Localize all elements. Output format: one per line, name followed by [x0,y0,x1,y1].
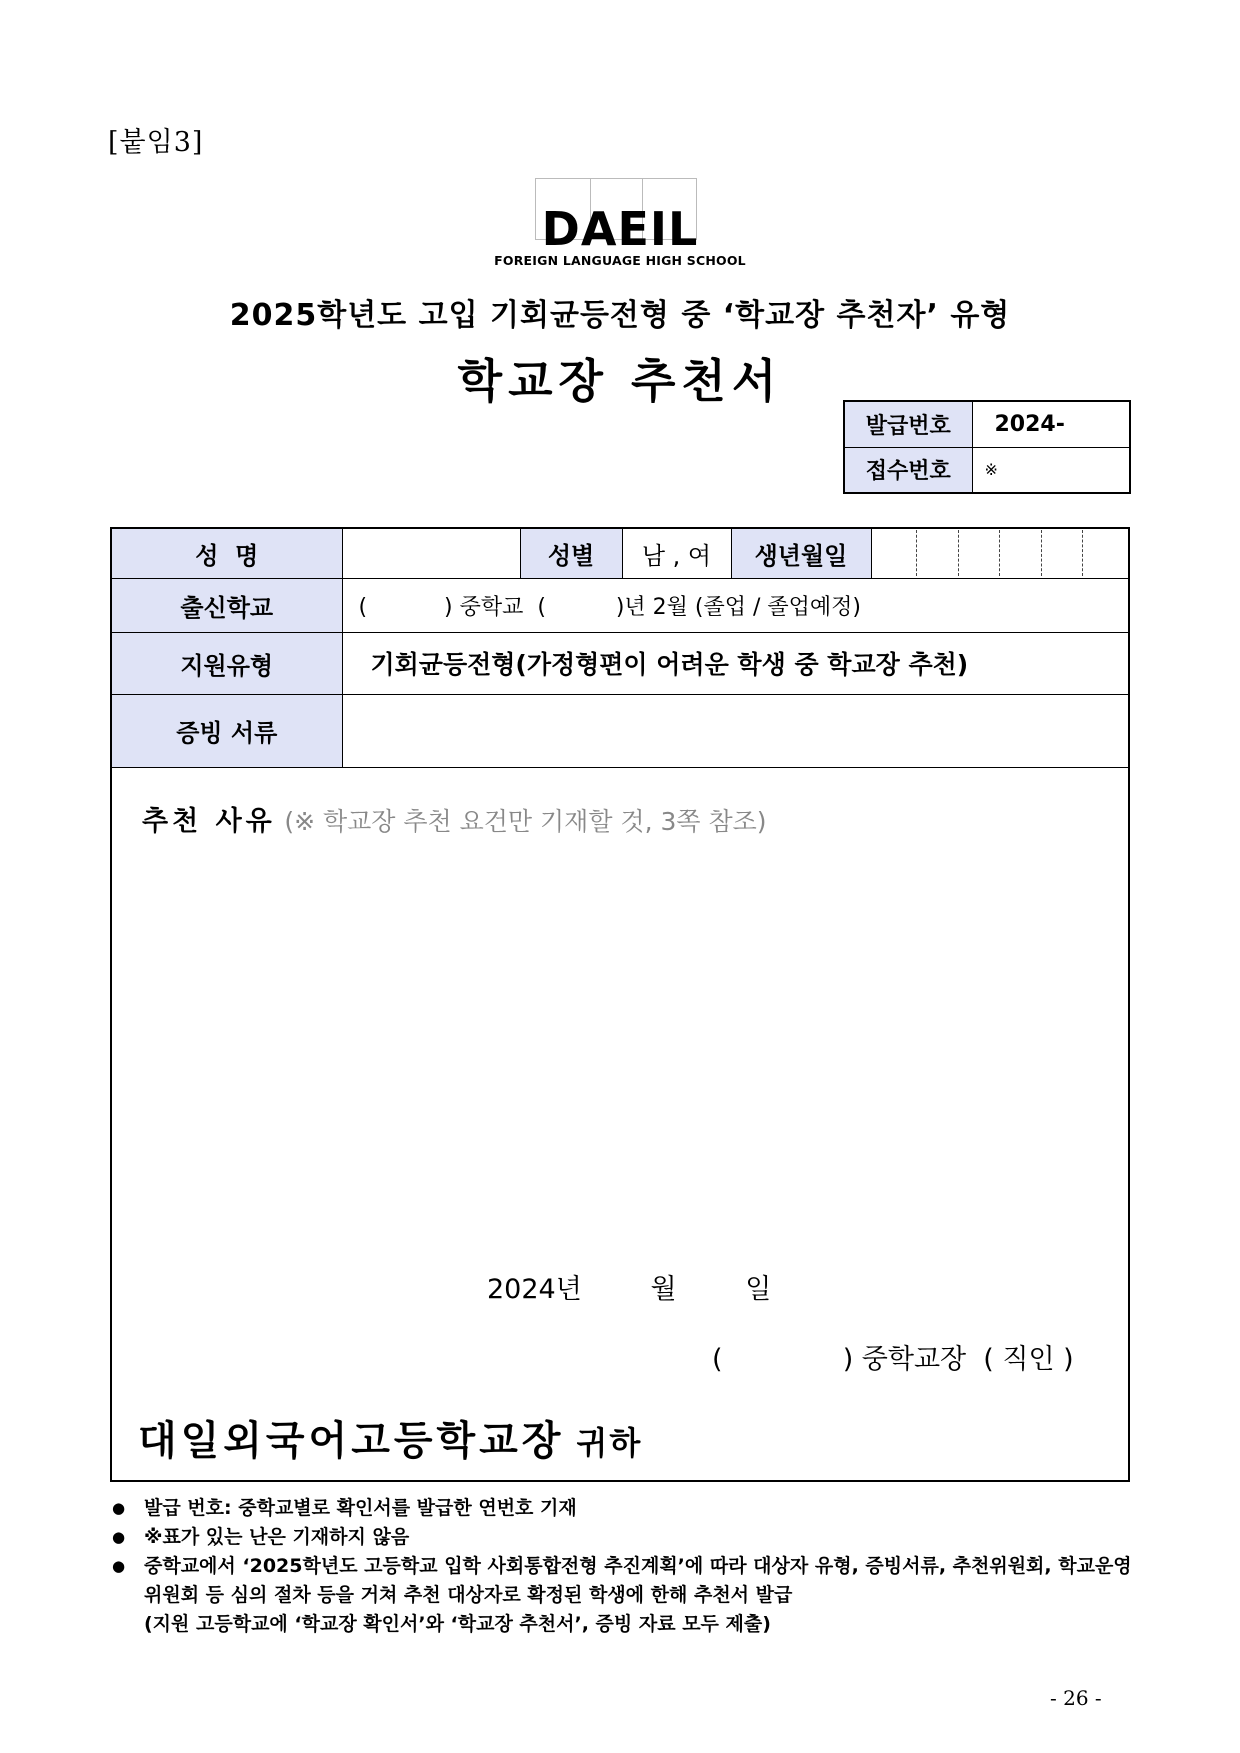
name-label: 성 명 [112,529,342,578]
addressee [138,1409,642,1466]
origin-school-field[interactable]: ( ) 중학교 ( )년 2월 (졸업 / 졸업예정) [342,578,1128,632]
issue-number-label: 발급번호 [844,401,972,447]
school-logo-name: DAEIL [541,202,699,256]
application-type-label: 지원유형 [112,632,342,694]
document-subtitle: 2025학년도 고입 기회균등전형 중 ‘학교장 추천자’ 유형 [229,298,1011,333]
birth-date-field[interactable] [871,529,1128,578]
issue-date-line: 2024년 월 일 [487,1274,772,1305]
bullet-icon: ● [112,1499,126,1517]
birth-date-box [876,530,918,576]
issue-number-box [843,400,1131,494]
principal-signature-line: ( ) 중학교장 ( 직인 ) [712,1344,1074,1375]
receipt-number-label: 접수번호 [844,447,972,493]
note-text: ※표가 있는 난은 기재하지 않음 [144,1526,410,1548]
bullet-icon: ● [112,1528,126,1546]
receipt-number-field: ※ [972,447,1130,493]
form-notes [112,1494,1132,1639]
recommendation-reason-label: 추천 사유 [142,806,276,837]
note-item [112,1552,1132,1610]
birth-date-box [917,530,959,576]
recommendation-form [110,527,1130,1482]
note-continuation [112,1610,1132,1639]
supporting-docs-label: 증빙 서류 [112,694,342,767]
applicant-info-table [112,529,1128,768]
origin-school-label: 출신학교 [112,578,342,632]
note-text: 발급 번호: 중학교별로 확인서를 발급한 연번호 기재 [144,1497,577,1519]
birth-date-box [959,530,1001,576]
supporting-docs-field[interactable] [342,694,1128,767]
application-type-value: 기회균등전형(가정형편이 어려운 학생 중 학교장 추천) [342,632,1128,694]
addressee-name: 대일외국어고등학교장 [138,1418,565,1464]
birth-date-box [1000,530,1042,576]
birth-date-box [1042,530,1084,576]
attachment-label: [붙임3] [108,127,204,158]
birth-date-box [1083,530,1124,576]
bullet-icon: ● [112,1557,126,1575]
note-item [112,1494,1132,1523]
note-continuation-text: (지원 고등학교에 ‘학교장 확인서’와 ‘학교장 추천서’, 증빙 자료 모두 제출) [144,1613,771,1635]
note-item [112,1523,1132,1552]
school-logo-subtitle: FOREIGN LANGUAGE HIGH SCHOOL [494,253,746,268]
gender-label: 성별 [520,529,622,578]
recommendation-reason-note: (※ 학교장 추천 요건만 기재할 것, 3쪽 참조) [284,807,767,836]
name-field[interactable] [342,529,520,578]
gender-options[interactable]: 남 , 여 [622,529,731,578]
recommendation-reason-heading [142,799,767,838]
note-text: 중학교에서 ‘2025학년도 고등학교 입학 사회통합전형 추진계획’에 따라 대상자 유형, 증빙서류, 추천위원회, 학교운영위원회 등 심의 절차 등을 거쳐 추천 대상자로 확정된 학생에 한해 추천서 발급 [144,1555,1132,1606]
page-number: - 26 - [1050,1686,1102,1710]
issue-number-field[interactable]: 2024- [972,401,1130,447]
addressee-honorific: 귀하 [576,1424,643,1462]
birth-date-label: 생년월일 [731,529,871,578]
document-title: 학교장 추천서 [457,354,783,408]
